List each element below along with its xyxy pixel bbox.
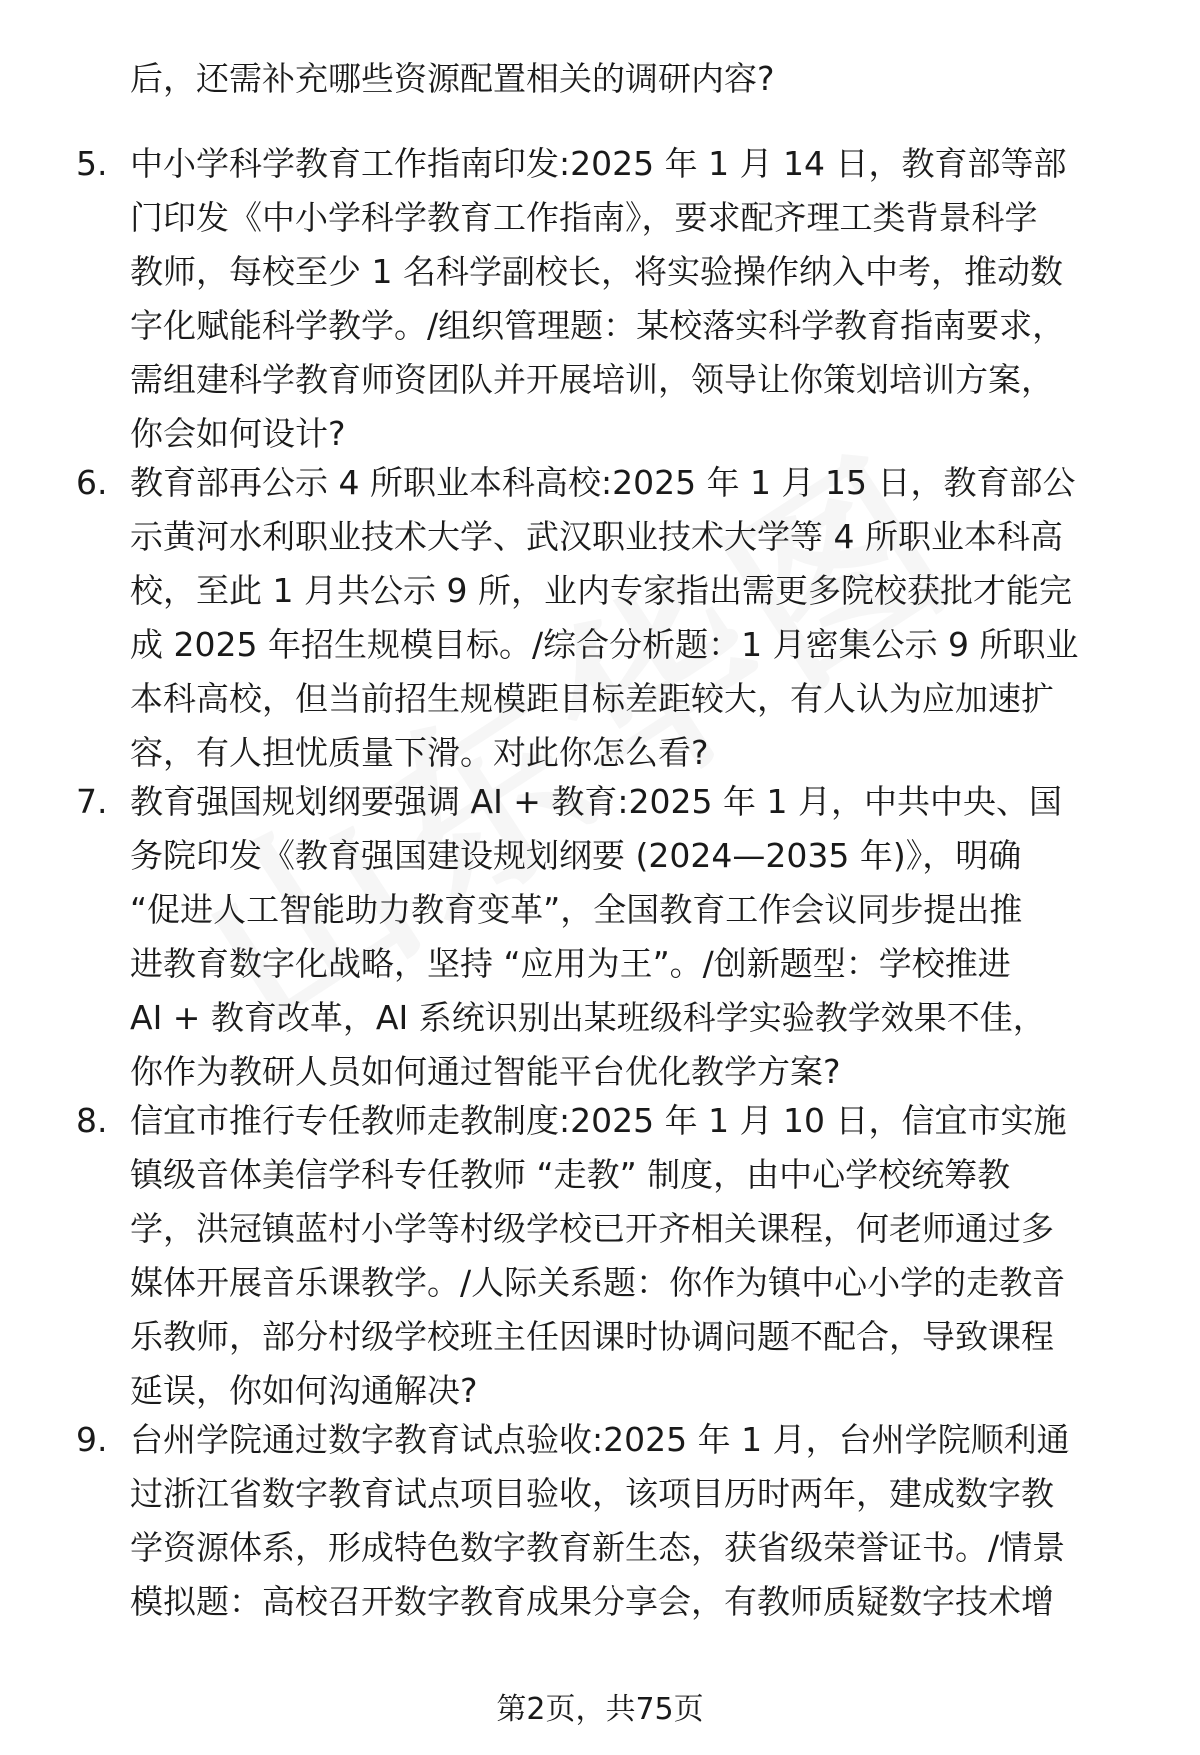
item-number: 9.	[76, 1420, 108, 1459]
item-number: 6.	[76, 463, 108, 502]
item-number: 8.	[76, 1101, 108, 1140]
page-number-footer: 第2页，共75页	[496, 1692, 704, 1727]
item-number: 7.	[76, 782, 108, 821]
item-number: 5.	[76, 144, 108, 183]
item-text: 教育强国规划纲要强调 AI + 教育:2025 年 1 月，中共中央、国 务院印发《教育强国建设规划纲要 (2024—2035 年)》，明确 “促进人工智能助力教育变革”，全国教育工作会议同步提出推 进教育数字化战略，坚持 “应用为王”。/创新题型：学校推进 AI + 教育改革，AI 系统识别出某班级科学实验教学效果不佳， 你作为教研人员如何通过智能平台优化教学方案?	[130, 782, 1062, 1091]
item-text: 台州学院通过数字教育试点验收:2025 年 1 月，台州学院顺利通 过浙江省数字教育试点项目验收，该项目历时两年，建成数字教 学资源体系，形成特色数字教育新生态，获省级荣誉证书。/情景 模拟题：高校召开数字教育成果分享会，有教师质疑数字技术增	[130, 1420, 1070, 1621]
continuation-text: 后，还需补充哪些资源配置相关的调研内容?	[130, 59, 775, 98]
item-text: 教育部再公示 4 所职业本科高校:2025 年 1 月 15 日，教育部公 示黄河水利职业技术大学、武汉职业技术大学等 4 所职业本科高 校，至此 1 月共公示 9 所，业内专家指出需更多院校获批才能完 成 2025 年招生规模目标。/综合分析题：1 月密集公示 9 所职业 本科高校，但当前招生规模距目标差距较大，有人认为应加速扩 容，有人担忧质量下滑。对此你怎么看?	[130, 463, 1079, 772]
item-text: 中小学科学教育工作指南印发:2025 年 1 月 14 日，教育部等部 门印发《中小学科学教育工作指南》，要求配齐理工类背景科学 教师，每校至少 1 名科学副校长，将实验操作纳入中考，推动数 字化赋能科学教学。/组织管理题：某校落实科学教育指南要求， 需组建科学教育师资团队并开展培训，领导让你策划培训方案， 你会如何设计?	[130, 144, 1067, 453]
item-text: 信宜市推行专任教师走教制度:2025 年 1 月 10 日，信宜市实施 镇级音体美信学科专任教师 “走教” 制度，由中心学校统筹教 学，洪冠镇蓝村小学等村级学校已开齐相关课程，何老师通过多 媒体开展音乐课教学。/人际关系题：你作为镇中心小学的走教音 乐教师，部分村级学校班主任因课时协调问题不配合，导致课程 延误，你如何沟通解决?	[130, 1101, 1067, 1410]
